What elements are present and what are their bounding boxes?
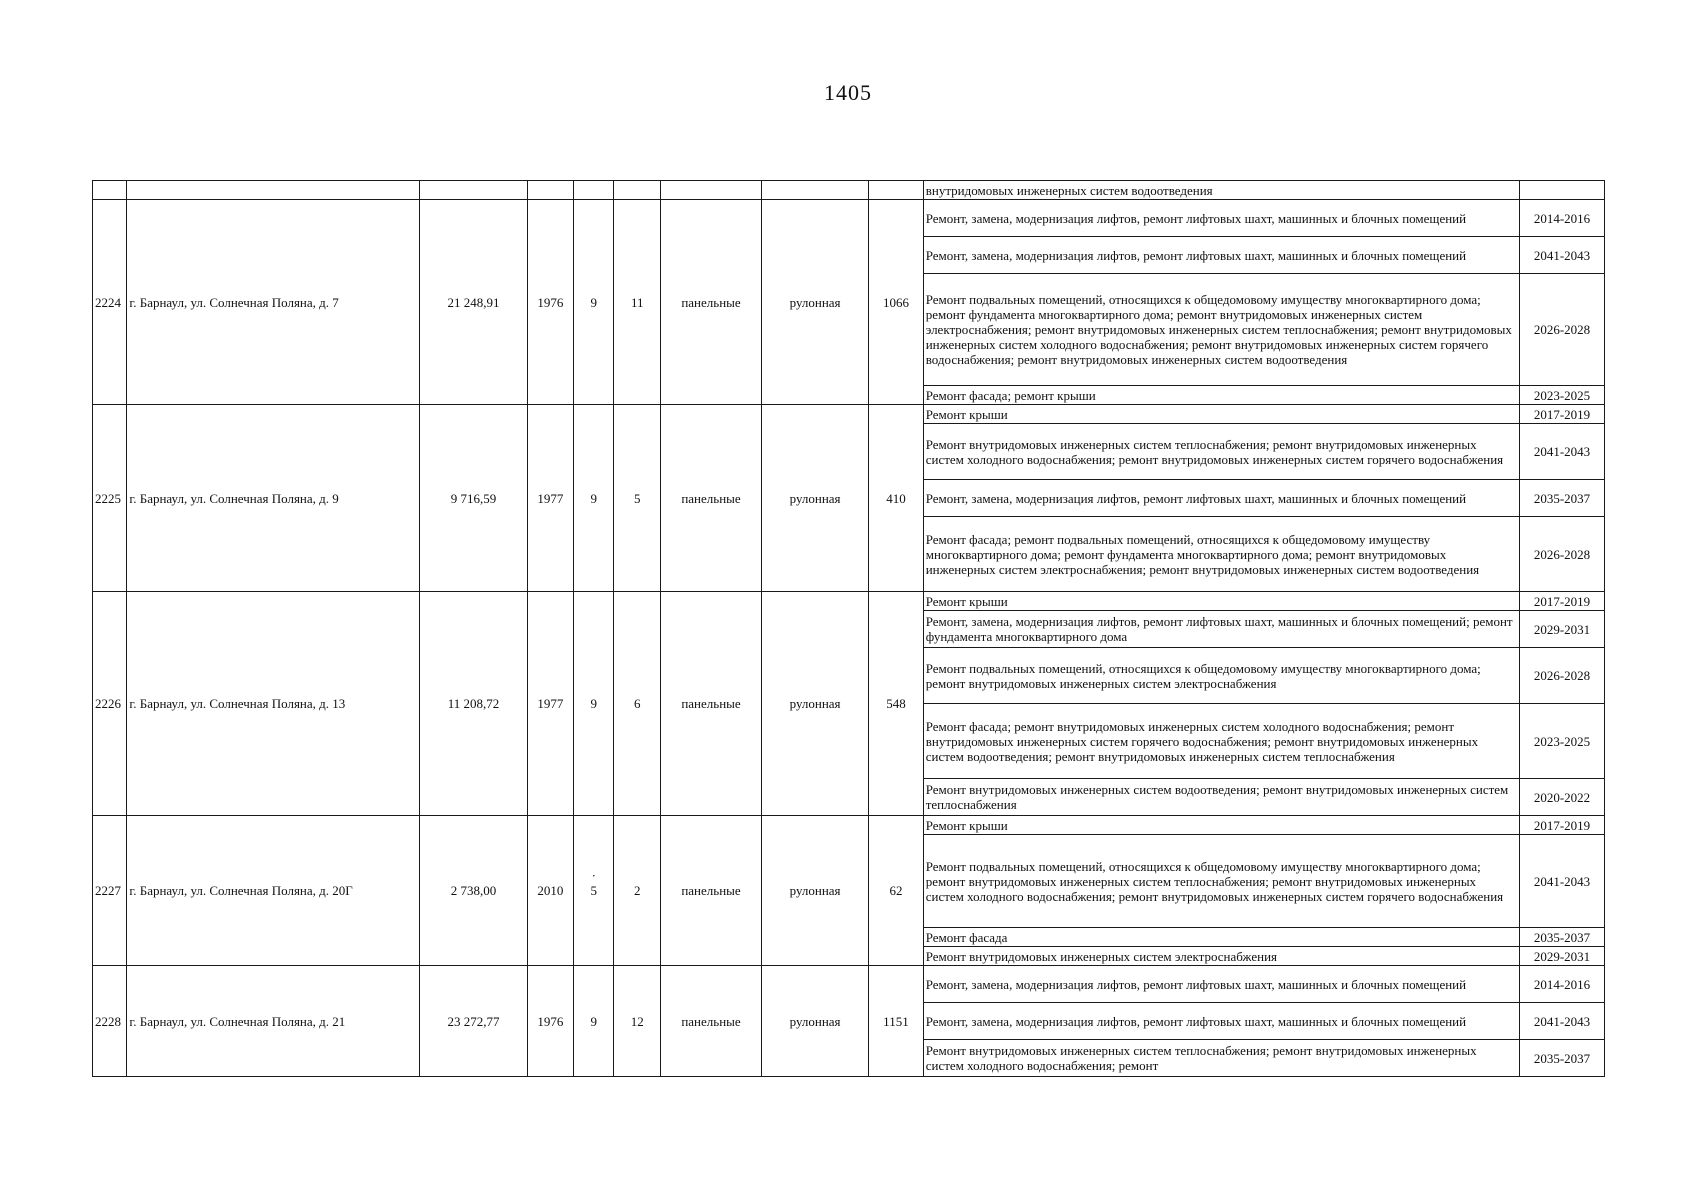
floors-mark: ·	[591, 868, 596, 883]
continuation-row	[93, 181, 1605, 200]
building-year: 2010	[527, 816, 573, 966]
work-description: Ремонт крыши	[923, 816, 1519, 835]
work-description: Ремонт подвальных помещений, относящихся к общедомовому имуществу многоквартирного дома; ремонт фундамента многоквартирного дома; ремонт внутридомовых инженерных систем электроснабжения; ремонт внутридомовых инженерных систем теплоснабжения; ремонт внутридомовых инженерных систем холодного водоснабжения; ремонт внутридомовых инженерных систем горячего водоснабжения; ремонт внутридомовых инженерных систем водоотведения	[923, 274, 1519, 386]
work-description: Ремонт фасада	[923, 928, 1519, 947]
work-period: 2035-2037	[1520, 928, 1605, 947]
building-address: г. Барнаул, ул. Солнечная Поляна, д. 20Г	[127, 816, 420, 966]
building-entrances: 6	[614, 592, 660, 816]
work-period: 2017-2019	[1520, 816, 1605, 835]
building-address: г. Барнаул, ул. Солнечная Поляна, д. 21	[127, 966, 420, 1077]
building-floors-cell	[574, 816, 614, 966]
table-row	[93, 405, 1605, 424]
building-number: 2226	[93, 592, 127, 816]
page-number: 1405	[824, 80, 872, 105]
repair-register-table	[92, 180, 1605, 1077]
building-roof-type: рулонная	[762, 966, 869, 1077]
building-address: г. Барнаул, ул. Солнечная Поляна, д. 13	[127, 592, 420, 816]
work-period: 2014-2016	[1520, 200, 1605, 237]
table-row	[93, 966, 1605, 1003]
building-floors: 9	[574, 200, 614, 405]
building-residents: 1151	[869, 966, 924, 1077]
building-year: 1977	[527, 405, 573, 592]
work-period: 2023-2025	[1520, 704, 1605, 779]
building-roof-type: рулонная	[762, 405, 869, 592]
building-residents: 62	[869, 816, 924, 966]
building-wall-material: панельные	[660, 592, 761, 816]
work-period	[1520, 181, 1605, 200]
building-floors: 9	[574, 405, 614, 592]
building-wall-material: панельные	[660, 405, 761, 592]
work-period: 2041-2043	[1520, 835, 1605, 928]
building-area: 21 248,91	[420, 200, 527, 405]
work-description: Ремонт крыши	[923, 405, 1519, 424]
work-period: 2014-2016	[1520, 966, 1605, 1003]
work-period: 2035-2037	[1520, 1040, 1605, 1077]
work-period: 2026-2028	[1520, 648, 1605, 704]
building-residents: 1066	[869, 200, 924, 405]
work-description: Ремонт, замена, модернизация лифтов, ремонт лифтовых шахт, машинных и блочных помещений	[923, 480, 1519, 517]
work-period: 2029-2031	[1520, 947, 1605, 966]
work-description: Ремонт фасада; ремонт подвальных помещений, относящихся к общедомовому имуществу многоквартирного дома; ремонт фундамента многоквартирного дома; ремонт внутридомовых инженерных систем электроснабжения; ремонт внутридомовых инженерных систем водоотведения	[923, 517, 1519, 592]
building-number: 2227	[93, 816, 127, 966]
work-description: Ремонт фасада; ремонт внутридомовых инженерных систем холодного водоснабжения; ремонт внутридомовых инженерных систем горячего водоснабжения; ремонт внутридомовых инженерных систем водоотведения; ремонт внутридомовых инженерных систем теплоснабжения	[923, 704, 1519, 779]
work-period: 2020-2022	[1520, 779, 1605, 816]
work-period: 2017-2019	[1520, 405, 1605, 424]
work-period: 2029-2031	[1520, 611, 1605, 648]
work-description: Ремонт внутридомовых инженерных систем водоотведения; ремонт внутридомовых инженерных систем теплоснабжения	[923, 779, 1519, 816]
work-description: Ремонт, замена, модернизация лифтов, ремонт лифтовых шахт, машинных и блочных помещений	[923, 200, 1519, 237]
building-roof-type: рулонная	[762, 200, 869, 405]
work-period: 2041-2043	[1520, 237, 1605, 274]
building-area: 9 716,59	[420, 405, 527, 592]
register-table-wrapper	[92, 180, 1605, 1077]
work-period: 2041-2043	[1520, 1003, 1605, 1040]
building-floors: 9	[574, 592, 614, 816]
building-entrances: 11	[614, 200, 660, 405]
work-description: Ремонт, замена, модернизация лифтов, ремонт лифтовых шахт, машинных и блочных помещений	[923, 237, 1519, 274]
building-wall-material: панельные	[660, 816, 761, 966]
building-area: 23 272,77	[420, 966, 527, 1077]
work-description: Ремонт, замена, модернизация лифтов, ремонт лифтовых шахт, машинных и блочных помещений; ремонт фундамента многоквартирного дома	[923, 611, 1519, 648]
building-entrances: 5	[614, 405, 660, 592]
building-number: 2224	[93, 200, 127, 405]
work-description: Ремонт крыши	[923, 592, 1519, 611]
work-period: 2035-2037	[1520, 480, 1605, 517]
work-description: Ремонт, замена, модернизация лифтов, ремонт лифтовых шахт, машинных и блочных помещений	[923, 1003, 1519, 1040]
work-description: Ремонт подвальных помещений, относящихся к общедомовому имуществу многоквартирного дома; ремонт внутридомовых инженерных систем теплоснабжения; ремонт внутридомовых инженерных систем холодного водоснабжения; ремонт внутридомовых инженерных систем горячего водоснабжения	[923, 835, 1519, 928]
building-roof-type: рулонная	[762, 592, 869, 816]
building-number: 2225	[93, 405, 127, 592]
building-residents: 548	[869, 592, 924, 816]
work-period: 2026-2028	[1520, 517, 1605, 592]
building-address: г. Барнаул, ул. Солнечная Поляна, д. 7	[127, 200, 420, 405]
work-period: 2041-2043	[1520, 424, 1605, 480]
building-year: 1977	[527, 592, 573, 816]
table-row	[93, 592, 1605, 611]
building-entrances: 12	[614, 966, 660, 1077]
building-floors: 9	[574, 966, 614, 1077]
table-row	[93, 200, 1605, 237]
building-floors: 5	[590, 883, 598, 898]
work-description: Ремонт фасада; ремонт крыши	[923, 386, 1519, 405]
work-period: 2023-2025	[1520, 386, 1605, 405]
building-roof-type: рулонная	[762, 816, 869, 966]
work-description: Ремонт подвальных помещений, относящихся к общедомовому имуществу многоквартирного дома; ремонт внутридомовых инженерных систем электроснабжения	[923, 648, 1519, 704]
work-description: Ремонт внутридомовых инженерных систем теплоснабжения; ремонт внутридомовых инженерных систем холодного водоснабжения; ремонт внутридомовых инженерных систем горячего водоснабжения	[923, 424, 1519, 480]
building-area: 2 738,00	[420, 816, 527, 966]
building-year: 1976	[527, 200, 573, 405]
building-year: 1976	[527, 966, 573, 1077]
building-entrances: 2	[614, 816, 660, 966]
building-number: 2228	[93, 966, 127, 1077]
work-description: Ремонт внутридомовых инженерных систем электроснабжения	[923, 947, 1519, 966]
building-wall-material: панельные	[660, 966, 761, 1077]
work-description: внутридомовых инженерных систем водоотведения	[923, 181, 1519, 200]
work-period: 2017-2019	[1520, 592, 1605, 611]
building-area: 11 208,72	[420, 592, 527, 816]
work-description: Ремонт, замена, модернизация лифтов, ремонт лифтовых шахт, машинных и блочных помещений	[923, 966, 1519, 1003]
table-row	[93, 816, 1605, 835]
building-residents: 410	[869, 405, 924, 592]
building-address: г. Барнаул, ул. Солнечная Поляна, д. 9	[127, 405, 420, 592]
work-period: 2026-2028	[1520, 274, 1605, 386]
work-description: Ремонт внутридомовых инженерных систем теплоснабжения; ремонт внутридомовых инженерных систем холодного водоснабжения; ремонт	[923, 1040, 1519, 1077]
building-wall-material: панельные	[660, 200, 761, 405]
